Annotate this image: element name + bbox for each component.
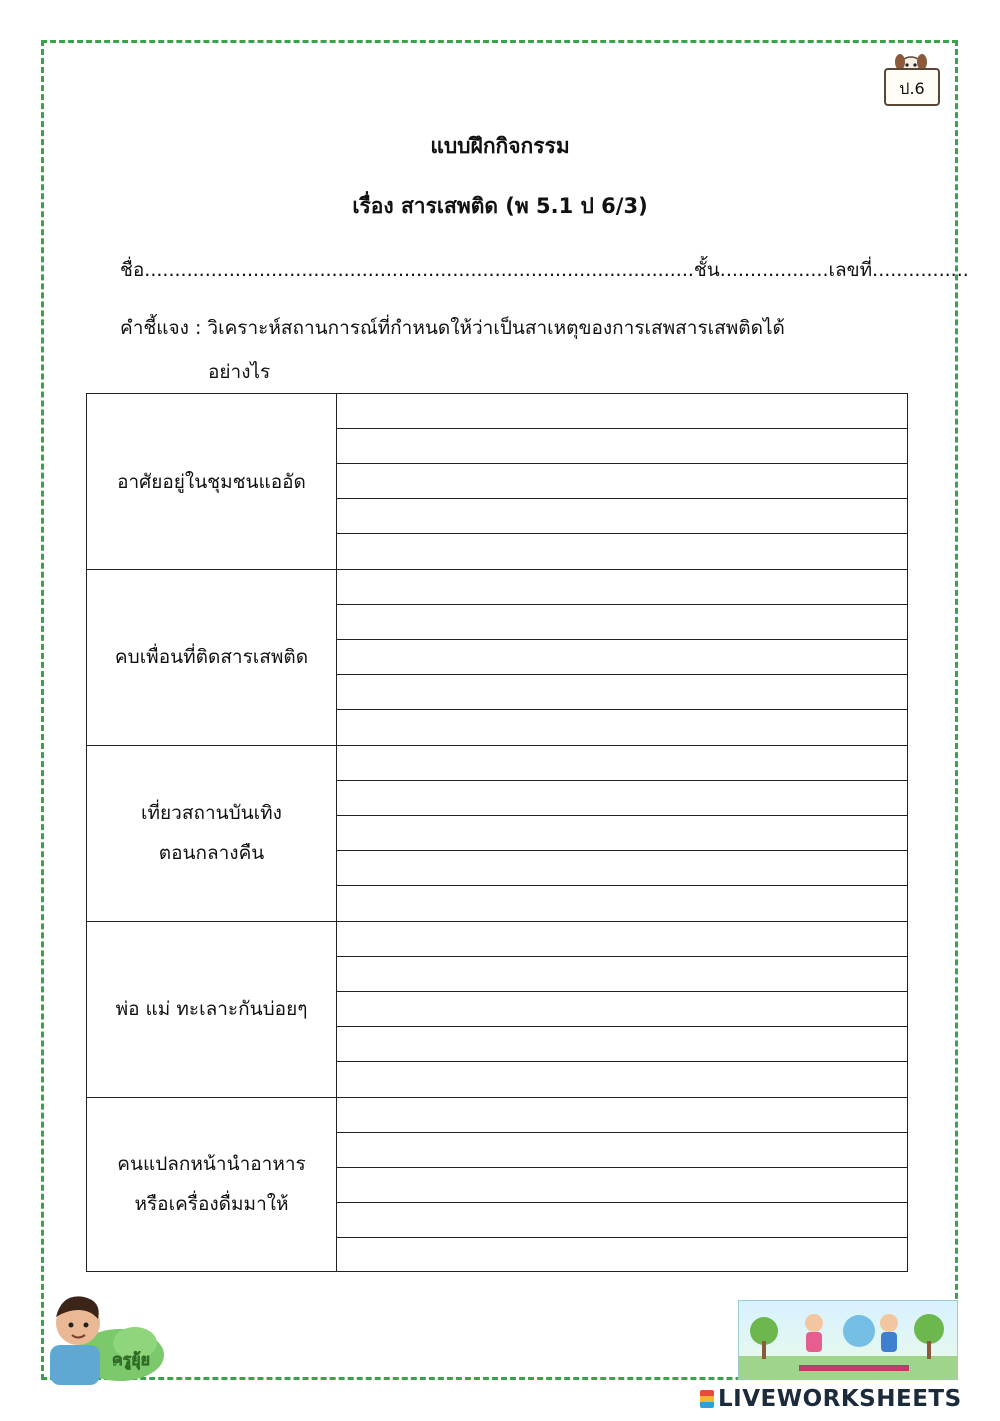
situation-row (87, 745, 907, 921)
answer-line[interactable] (337, 639, 907, 640)
situation-row (87, 569, 907, 745)
school-banner-image (738, 1300, 958, 1380)
answer-line[interactable] (337, 498, 907, 499)
answer-line[interactable] (337, 463, 907, 464)
answer-line[interactable] (337, 1061, 907, 1062)
student-info-line[interactable]: ชื่อ...........................................................................................ชั้น..................เลขที่................ (120, 259, 969, 281)
situation-text: อาศัยอยู่ในชุมชนแออัด (117, 470, 306, 493)
answer-line[interactable] (337, 674, 907, 675)
worksheet-title: แบบฝึกกิจกรรม (430, 134, 570, 158)
answer-line[interactable] (337, 780, 907, 781)
situation-text: พ่อ แม่ ทะเลาะกันบ่อยๆ (115, 998, 308, 1020)
answer-line[interactable] (337, 885, 907, 886)
answer-line[interactable] (337, 815, 907, 816)
instructions-line-1: คำชี้แจง : วิเคราะห์สถานการณ์ที่กำหนดให้ว่าเป็นสาเหตุของการเสพสารเสพติดได้ (120, 317, 785, 339)
children-illustration-icon (739, 1301, 958, 1380)
watermark-text: LIVEWORKSHEETS (718, 1386, 962, 1412)
answer-line[interactable] (337, 850, 907, 851)
answer-line[interactable] (337, 1132, 907, 1133)
teacher-label: ครูยุ้ย (112, 1350, 151, 1369)
answer-line[interactable] (337, 709, 907, 710)
situation-row (87, 1097, 907, 1271)
situation-text-2: ตอนกลางคืน (158, 842, 265, 864)
situation-label (87, 921, 337, 1097)
answer-line[interactable] (337, 956, 907, 957)
answer-line[interactable] (337, 1202, 907, 1203)
teacher-avatar-icon (40, 1285, 170, 1385)
situation-text-2: หรือเครื่องดื่มมาให้ (134, 1193, 289, 1215)
situation-row (87, 921, 907, 1097)
instructions-line-2: อย่างไร (208, 361, 271, 383)
answer-line[interactable] (337, 533, 907, 534)
situation-row (87, 394, 907, 569)
situation-text: คบเพื่อนที่ติดสารเสพติด (114, 646, 309, 668)
answer-line[interactable] (337, 991, 907, 992)
situation-label (87, 569, 337, 745)
situation-text: เที่ยวสถานบันเทิง (141, 802, 282, 824)
worksheet-subject: เรื่อง สารเสพติด (พ 5.1 ป 6/3) (352, 194, 648, 218)
situation-text: คนแปลกหน้านำอาหาร (117, 1153, 306, 1175)
answer-line[interactable] (337, 604, 907, 605)
answer-line[interactable] (337, 1237, 907, 1238)
situation-label (87, 745, 337, 921)
answer-line[interactable] (337, 428, 907, 429)
situation-table (86, 393, 908, 1272)
liveworksheets-watermark (700, 1386, 962, 1412)
answer-line[interactable] (337, 1026, 907, 1027)
liveworksheets-logo-icon (700, 1390, 714, 1408)
answer-line[interactable] (337, 1167, 907, 1168)
situation-label (87, 394, 337, 569)
grade-badge: ป.6 (884, 68, 940, 106)
situation-label (87, 1097, 337, 1271)
